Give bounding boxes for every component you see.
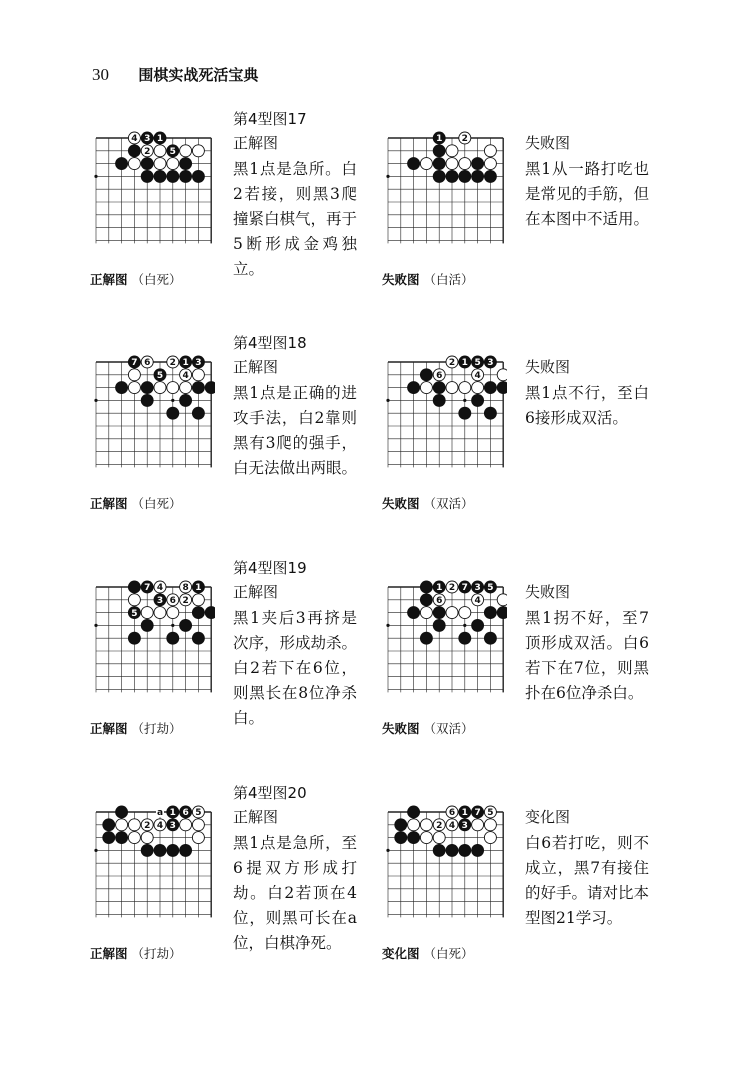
move-number: 4 bbox=[474, 371, 481, 381]
white-stone bbox=[154, 145, 166, 157]
black-stone bbox=[433, 607, 445, 619]
caption-result: （打劫） bbox=[131, 721, 182, 736]
section-title: 第4型图19 bbox=[233, 559, 307, 577]
caption-main: 正解图 bbox=[90, 496, 128, 511]
black-stone bbox=[420, 581, 432, 593]
black-stone bbox=[192, 607, 204, 619]
page-number: 30 bbox=[92, 65, 109, 84]
caption-main: 失败图 bbox=[382, 496, 420, 511]
black-stone bbox=[472, 844, 484, 856]
move-number: 4 bbox=[474, 596, 481, 606]
diagram-caption-left bbox=[90, 944, 182, 962]
white-stone bbox=[192, 832, 204, 844]
black-stone bbox=[128, 632, 140, 644]
move-number: 3 bbox=[195, 358, 202, 369]
move-number: 3 bbox=[474, 583, 481, 594]
white-stone bbox=[484, 145, 496, 157]
move-number: a bbox=[156, 808, 164, 819]
black-stone bbox=[433, 158, 445, 170]
commentary-heading: 失败图 bbox=[525, 583, 571, 601]
star-point bbox=[386, 399, 389, 402]
commentary-text: 黑1点是急所。白2若接，则黑3爬撞紧白棋气，再于5断形成金鸡独立。 bbox=[233, 160, 358, 278]
move-number: 7 bbox=[474, 808, 481, 819]
white-stone bbox=[167, 607, 179, 619]
black-stone bbox=[433, 844, 445, 856]
black-stone bbox=[103, 832, 115, 844]
white-stone bbox=[128, 594, 140, 606]
caption-result: （双活） bbox=[423, 721, 474, 736]
black-stone bbox=[192, 382, 204, 394]
black-stone bbox=[116, 158, 128, 170]
go-board-svg bbox=[382, 354, 507, 468]
commentary-right bbox=[525, 806, 649, 931]
commentary-left bbox=[233, 356, 357, 481]
black-stone bbox=[167, 407, 179, 419]
black-stone bbox=[484, 382, 496, 394]
caption-main: 正解图 bbox=[90, 721, 128, 736]
problem-section bbox=[0, 108, 750, 318]
diagram-caption-left bbox=[90, 270, 182, 288]
commentary-heading: 正解图 bbox=[233, 583, 279, 601]
move-number: 1 bbox=[461, 808, 468, 819]
black-stone bbox=[128, 145, 140, 157]
diagram-caption-left bbox=[90, 494, 182, 512]
commentary-text: 黑1点是急所，至6提双方形成打劫。白2若顶在4位，则黑可长在a位，白棋净死。 bbox=[233, 834, 357, 952]
move-number: 4 bbox=[156, 821, 164, 831]
diagram-caption-right bbox=[382, 270, 474, 288]
white-stone bbox=[446, 145, 458, 157]
commentary-right bbox=[525, 581, 649, 706]
star-point bbox=[171, 624, 174, 627]
black-stone bbox=[408, 607, 420, 619]
go-board-svg bbox=[90, 804, 215, 918]
move-number: 7 bbox=[144, 583, 151, 594]
commentary-right bbox=[525, 356, 649, 431]
move-number: 5 bbox=[487, 583, 494, 594]
go-board-left bbox=[90, 130, 230, 270]
go-board-svg bbox=[382, 804, 507, 918]
black-stone bbox=[141, 844, 153, 856]
white-stone bbox=[420, 819, 432, 831]
black-stone bbox=[420, 594, 432, 606]
move-number: 4 bbox=[182, 371, 189, 381]
move-number: 2 bbox=[169, 358, 176, 369]
black-stone bbox=[433, 394, 445, 406]
white-stone bbox=[192, 819, 204, 831]
black-stone bbox=[459, 632, 471, 644]
move-number: 2 bbox=[144, 821, 151, 831]
black-stone bbox=[192, 632, 204, 644]
move-number: 5 bbox=[156, 371, 164, 381]
black-stone bbox=[116, 382, 128, 394]
black-stone bbox=[484, 607, 496, 619]
black-stone bbox=[141, 170, 153, 182]
black-stone bbox=[446, 170, 458, 182]
commentary-text: 黑1从一路打吃也是常见的手筋，但在本图中不适用。 bbox=[525, 160, 650, 228]
diagram-caption-left bbox=[90, 719, 182, 737]
white-stone bbox=[116, 819, 128, 831]
caption-main: 失败图 bbox=[382, 721, 420, 736]
black-stone bbox=[497, 382, 507, 394]
move-number: 1 bbox=[182, 358, 189, 369]
commentary-text: 黑1点是正确的进攻手法，白2靠则黑有3爬的强手，白无法做出两眼。 bbox=[233, 384, 358, 477]
move-number: 5 bbox=[169, 147, 176, 157]
commentary-heading: 失败图 bbox=[525, 358, 571, 376]
black-stone bbox=[433, 382, 445, 394]
go-board-left bbox=[90, 354, 230, 494]
white-stone bbox=[459, 607, 471, 619]
commentary-heading: 正解图 bbox=[233, 358, 279, 376]
caption-main: 失败图 bbox=[382, 272, 420, 287]
move-number: 2 bbox=[448, 358, 456, 369]
go-board-svg bbox=[382, 579, 507, 693]
move-number: 1 bbox=[461, 358, 468, 369]
move-number: 2 bbox=[448, 583, 456, 594]
black-stone bbox=[192, 170, 204, 182]
white-stone bbox=[420, 607, 432, 619]
star-point bbox=[463, 624, 466, 627]
black-stone bbox=[141, 619, 153, 631]
caption-main: 变化图 bbox=[382, 946, 420, 961]
black-stone bbox=[420, 369, 432, 381]
move-number: 4 bbox=[131, 134, 138, 145]
move-number: 4 bbox=[448, 821, 456, 831]
white-stone bbox=[128, 369, 140, 381]
diagram-caption-right bbox=[382, 719, 474, 737]
move-number: 6 bbox=[436, 596, 443, 606]
black-stone bbox=[192, 407, 204, 419]
go-board-svg bbox=[382, 130, 507, 244]
black-stone bbox=[408, 832, 420, 844]
move-number: 3 bbox=[156, 596, 164, 606]
move-number: 5 bbox=[195, 808, 202, 819]
black-stone bbox=[420, 632, 432, 644]
commentary-left bbox=[233, 132, 357, 282]
black-stone bbox=[446, 844, 458, 856]
go-board-left bbox=[90, 804, 230, 944]
problem-section bbox=[0, 557, 750, 767]
black-stone bbox=[459, 844, 471, 856]
black-stone bbox=[167, 170, 179, 182]
caption-main: 正解图 bbox=[90, 946, 128, 961]
black-stone bbox=[472, 170, 484, 182]
move-number: 1 bbox=[156, 134, 164, 145]
white-stone bbox=[154, 158, 166, 170]
black-stone bbox=[433, 170, 445, 182]
black-stone bbox=[180, 394, 192, 406]
page-header bbox=[92, 64, 258, 85]
black-stone bbox=[116, 832, 128, 844]
black-stone bbox=[167, 844, 179, 856]
white-stone bbox=[459, 158, 471, 170]
black-stone bbox=[497, 607, 507, 619]
black-stone bbox=[154, 844, 166, 856]
caption-result: （双活） bbox=[423, 496, 474, 511]
white-stone bbox=[446, 158, 458, 170]
diagram-caption-right bbox=[382, 944, 474, 962]
black-stone bbox=[205, 382, 215, 394]
move-number: 3 bbox=[169, 821, 176, 831]
move-number: 3 bbox=[144, 134, 151, 145]
book-title: 围棋实战死活宝典 bbox=[138, 66, 259, 84]
white-stone bbox=[420, 382, 432, 394]
move-number: 5 bbox=[474, 358, 481, 369]
go-board-right bbox=[382, 804, 522, 944]
go-board-right bbox=[382, 354, 522, 494]
star-point bbox=[94, 399, 97, 402]
go-board-right bbox=[382, 130, 522, 270]
black-stone bbox=[459, 407, 471, 419]
black-stone bbox=[472, 619, 484, 631]
star-point bbox=[94, 175, 97, 178]
section-title: 第4型图18 bbox=[233, 334, 307, 352]
black-stone bbox=[180, 844, 192, 856]
black-stone bbox=[459, 170, 471, 182]
black-stone bbox=[484, 407, 496, 419]
black-stone bbox=[472, 394, 484, 406]
white-stone bbox=[472, 819, 484, 831]
white-stone bbox=[446, 382, 458, 394]
move-number: 1 bbox=[436, 583, 443, 594]
go-board-right bbox=[382, 579, 522, 719]
black-stone bbox=[141, 394, 153, 406]
move-number: 6 bbox=[448, 808, 456, 819]
black-stone bbox=[103, 819, 115, 831]
black-stone bbox=[180, 158, 192, 170]
move-number: 3 bbox=[487, 358, 494, 369]
commentary-left bbox=[233, 806, 357, 956]
diagram-caption-right bbox=[382, 494, 474, 512]
move-number: 1 bbox=[169, 808, 176, 819]
black-stone bbox=[180, 170, 192, 182]
black-stone bbox=[205, 607, 215, 619]
black-stone bbox=[395, 832, 407, 844]
white-stone bbox=[154, 382, 166, 394]
white-stone bbox=[446, 607, 458, 619]
white-stone bbox=[180, 145, 192, 157]
black-stone bbox=[180, 619, 192, 631]
white-stone bbox=[472, 382, 484, 394]
white-stone bbox=[128, 158, 140, 170]
white-stone bbox=[420, 158, 432, 170]
black-stone bbox=[484, 632, 496, 644]
white-stone bbox=[180, 819, 192, 831]
go-board-svg bbox=[90, 579, 215, 693]
white-stone bbox=[128, 819, 140, 831]
black-stone bbox=[141, 158, 153, 170]
move-number: 6 bbox=[436, 371, 443, 381]
black-stone bbox=[433, 145, 445, 157]
commentary-text: 白6若打吃，则不成立，黑7有接住的好手。请对比本型图21学习。 bbox=[525, 834, 650, 927]
move-number: 8 bbox=[182, 583, 189, 594]
black-stone bbox=[433, 619, 445, 631]
commentary-right bbox=[525, 132, 649, 232]
black-stone bbox=[408, 382, 420, 394]
go-board-left bbox=[90, 579, 230, 719]
caption-result: （白死） bbox=[131, 496, 182, 511]
black-stone bbox=[154, 170, 166, 182]
section-title: 第4型图20 bbox=[233, 784, 307, 802]
move-number: 6 bbox=[144, 358, 151, 369]
star-point bbox=[94, 624, 97, 627]
white-stone bbox=[459, 382, 471, 394]
white-stone bbox=[433, 832, 445, 844]
commentary-left bbox=[233, 581, 357, 731]
black-stone bbox=[408, 158, 420, 170]
white-stone bbox=[180, 382, 192, 394]
move-number: 6 bbox=[182, 808, 189, 819]
move-number: 5 bbox=[131, 608, 138, 619]
problem-section bbox=[0, 782, 750, 992]
move-number: 2 bbox=[182, 596, 189, 606]
commentary-heading: 变化图 bbox=[525, 808, 571, 826]
white-stone bbox=[141, 607, 153, 619]
white-stone bbox=[497, 594, 507, 606]
commentary-text: 黑1夹后3再挤是次序，形成劫杀。白2若下在6位，则黑长在8位净杀白。 bbox=[233, 609, 358, 727]
white-stone bbox=[128, 832, 140, 844]
white-stone bbox=[408, 819, 420, 831]
move-number: 4 bbox=[156, 583, 164, 594]
commentary-text: 黑1拐不好，至7顶形成双活。白6若下在7位，则黑扑在6位净杀白。 bbox=[525, 609, 649, 702]
caption-result: （白死） bbox=[423, 946, 474, 961]
caption-result: （打劫） bbox=[131, 946, 182, 961]
star-point bbox=[463, 399, 466, 402]
move-number: 3 bbox=[461, 821, 468, 831]
star-point bbox=[94, 849, 97, 852]
white-stone bbox=[420, 832, 432, 844]
move-number: 1 bbox=[195, 583, 202, 594]
black-stone bbox=[141, 382, 153, 394]
commentary-text: 黑1点不行，至白6接形成双活。 bbox=[525, 384, 649, 427]
go-board-svg bbox=[90, 130, 215, 244]
white-stone bbox=[497, 369, 507, 381]
black-stone bbox=[484, 170, 496, 182]
white-stone bbox=[192, 145, 204, 157]
black-stone bbox=[408, 806, 420, 818]
black-stone bbox=[395, 819, 407, 831]
black-stone bbox=[128, 581, 140, 593]
black-stone bbox=[167, 632, 179, 644]
commentary-heading: 正解图 bbox=[233, 808, 279, 826]
white-stone bbox=[141, 832, 153, 844]
white-stone bbox=[484, 832, 496, 844]
white-stone bbox=[484, 158, 496, 170]
star-point bbox=[386, 175, 389, 178]
white-stone bbox=[154, 607, 166, 619]
white-stone bbox=[192, 594, 204, 606]
white-stone bbox=[167, 382, 179, 394]
move-number: 2 bbox=[436, 821, 443, 831]
move-number: 7 bbox=[461, 583, 468, 594]
move-number: 5 bbox=[487, 808, 494, 819]
white-stone bbox=[192, 369, 204, 381]
move-number: 6 bbox=[169, 596, 176, 606]
white-stone bbox=[167, 158, 179, 170]
section-title: 第4型图17 bbox=[233, 110, 307, 128]
star-point bbox=[386, 849, 389, 852]
problem-section bbox=[0, 332, 750, 542]
caption-result: （白活） bbox=[423, 272, 474, 287]
move-number: 2 bbox=[461, 134, 468, 145]
white-stone bbox=[128, 382, 140, 394]
white-stone bbox=[484, 819, 496, 831]
move-number: 7 bbox=[131, 358, 138, 369]
move-number: 1 bbox=[436, 134, 443, 145]
commentary-heading: 正解图 bbox=[233, 134, 279, 152]
go-board-svg bbox=[90, 354, 215, 468]
caption-result: （白死） bbox=[131, 272, 182, 287]
star-point bbox=[171, 399, 174, 402]
move-number: 2 bbox=[144, 147, 151, 157]
star-point bbox=[386, 624, 389, 627]
commentary-heading: 失败图 bbox=[525, 134, 571, 152]
black-stone bbox=[472, 158, 484, 170]
caption-main: 正解图 bbox=[90, 272, 128, 287]
black-stone bbox=[116, 806, 128, 818]
